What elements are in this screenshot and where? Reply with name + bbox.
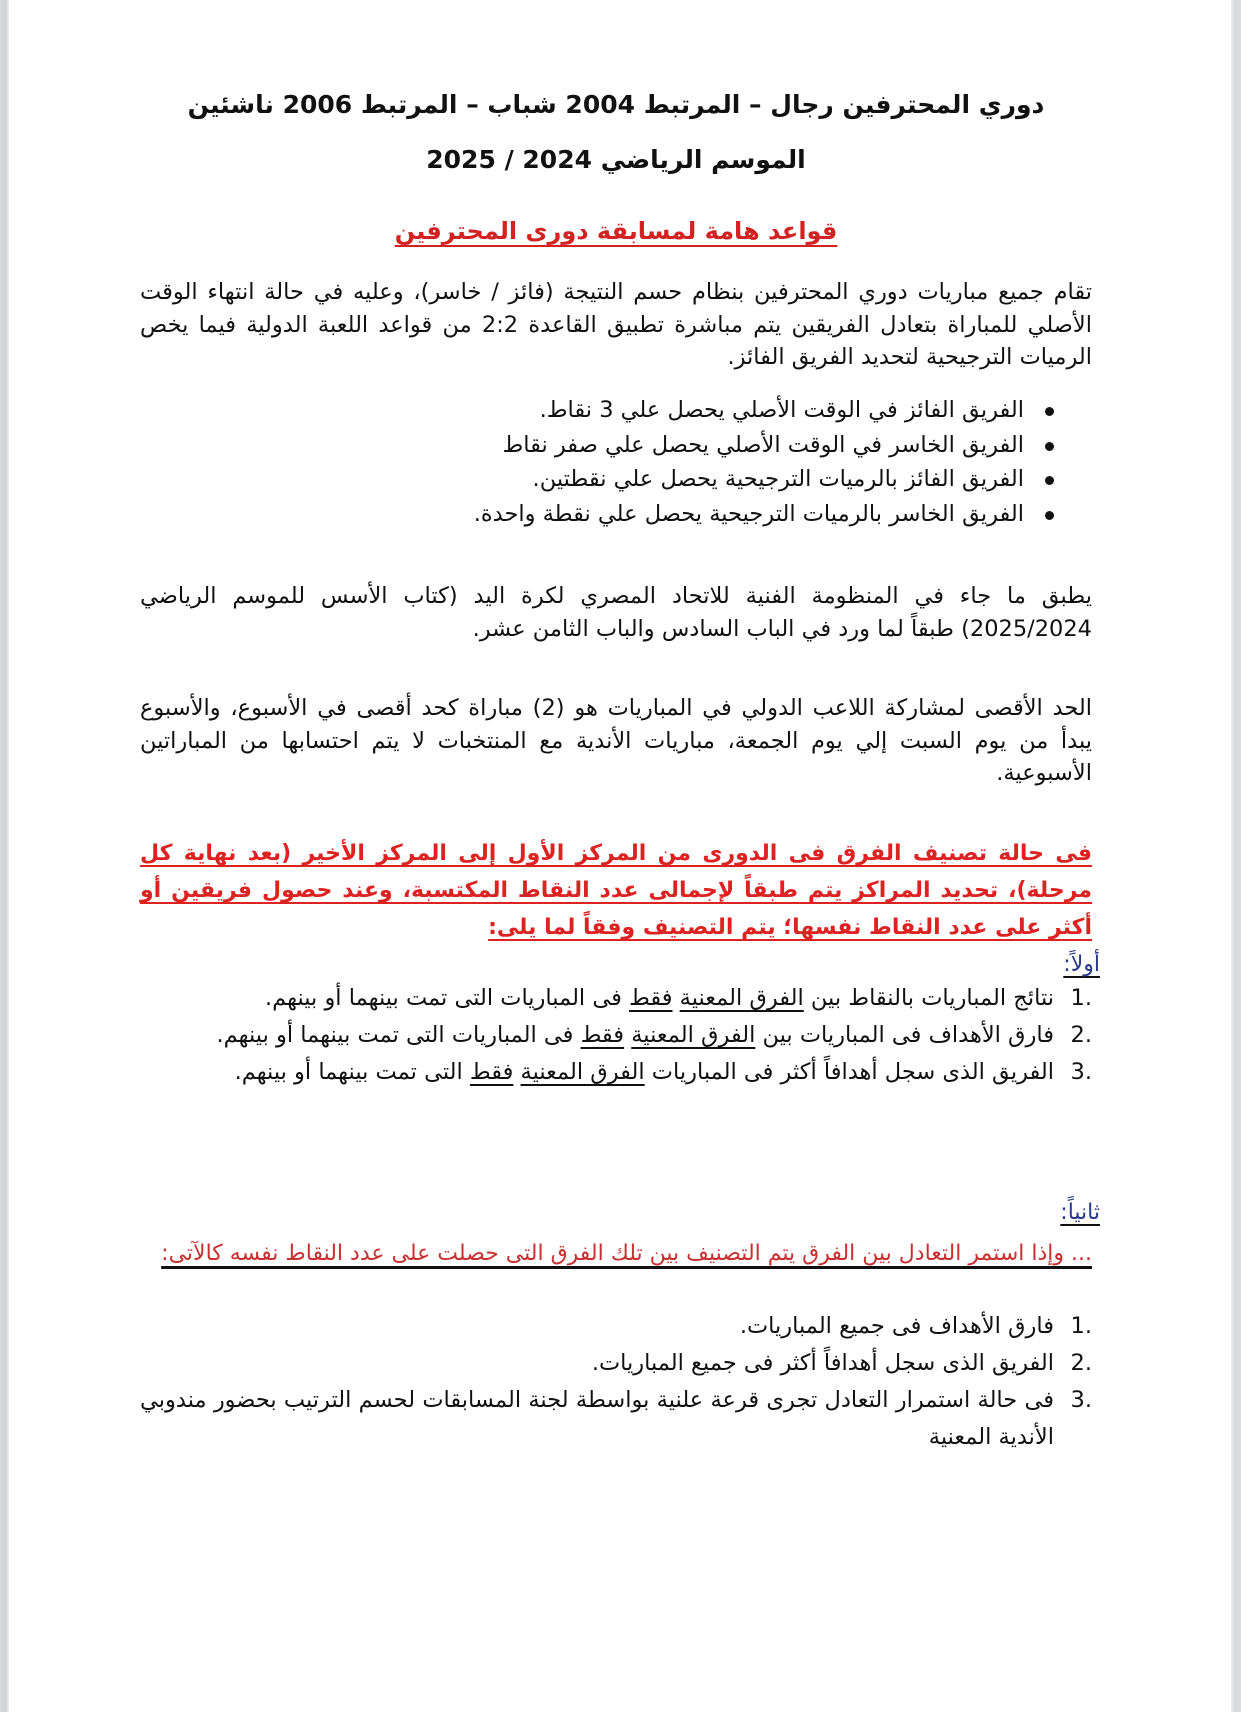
underlined-text: الفرق المعنية — [679, 985, 804, 1011]
first-tiebreak-list — [140, 980, 1092, 1091]
item-number: 2. — [1070, 1350, 1092, 1376]
bullet-item: الفريق الخاسر في الوقت الأصلي يحصل علي صفر نقاط — [140, 428, 1024, 463]
list-item: 3. فى حالة استمرار التعادل تجرى قرعة علنية بواسطة لجنة المسابقات لحسم الترتيب بحضور مندوبي الأندية المعنية — [140, 1382, 1054, 1456]
underlined-text: فقط — [629, 985, 673, 1011]
item-number: 3. — [1070, 1059, 1092, 1085]
rules-heading: قواعد هامة لمسابقة دورى المحترفين — [394, 217, 838, 245]
points-bullet-list — [140, 393, 1092, 531]
second-tiebreak-list — [140, 1308, 1092, 1456]
item-number: 1. — [1070, 1313, 1092, 1339]
item-number: 2. — [1070, 1022, 1092, 1048]
item-number: 3. — [1070, 1387, 1092, 1413]
section-heading-second: ثانياً: — [1060, 1200, 1100, 1225]
scan-edge-left — [0, 0, 9, 1712]
bullet-item: الفريق الفائز في الوقت الأصلي يحصل علي 3 نقاط. — [140, 393, 1024, 428]
second-intro: ... وإذا استمر التعادل بين الفرق يتم التصنيف بين تلك الفرق التى حصلت على عدد النقاط نفسه كالآتى: — [161, 1241, 1092, 1266]
bullet-item: الفريق الخاسر بالرميات الترجيحية يحصل علي نقطة واحدة. — [140, 497, 1024, 532]
document-title-season: الموسم الرياضي 2024 / 2025 — [426, 145, 806, 174]
section-heading-first: أولاً: — [1063, 952, 1100, 977]
list-item: 2. فارق الأهداف فى المباريات بين الفرق المعنية فقط فى المباريات التى تمت بينهما أو بينهم. — [140, 1017, 1054, 1054]
list-item: 2. الفريق الذى سجل أهدافاً أكثر فى جميع المباريات. — [140, 1345, 1054, 1382]
ranking-paragraph: فى حالة تصنيف الفرق فى الدورى من المركز الأول إلى المركز الأخير (بعد نهاية كل مرحلة)، تحديد المراكز يتم طبقاً لإجمالى عدد النقاط المكتسبة، وعند حصول فريقين أو أكثر على عدد النقاط نفسها؛ يتم التصنيف وفقاً لما يلى: — [140, 841, 1092, 940]
document-page — [140, 0, 1100, 1712]
list-item: 1. فارق الأهداف فى جميع المباريات. — [140, 1308, 1054, 1345]
intro-paragraph: تقام جميع مباريات دوري المحترفين بنظام حسم النتيجة (فائز / خاسر)، وعليه في حالة انتهاء الوقت الأصلي للمباراة بتعادل الفريقين يتم مباشرة تطبيق القاعدة 2:2 من قواعد اللعبة الدولية فيما يخص الرميات الترجيحية لتحديد الفريق الفائز. — [140, 279, 1092, 370]
document-title-league: دوري المحترفين رجال – المرتبط 2004 شباب – المرتبط 2006 ناشئين — [187, 90, 1045, 119]
bullet-item: الفريق الفائز بالرميات الترجيحية يحصل علي نقطتين. — [140, 462, 1024, 497]
item-number: 1. — [1070, 985, 1092, 1011]
international-player-paragraph: الحد الأقصى لمشاركة اللاعب الدولي في المباريات هو (2) مباراة كحد أقصى في الأسبوع، والأسبوع يبدأ من يوم السبت إلي يوم الجمعة، مباريات الأندية مع المنتخبات لا يتم احتسابها من المباراتين الأسبوعية. — [140, 695, 1092, 786]
list-item: 1. نتائج المباريات بالنقاط بين الفرق المعنية فقط فى المباريات التى تمت بينهما أو بينهم. — [140, 980, 1054, 1017]
scan-edge-right — [1231, 0, 1241, 1712]
underlined-text: الفرق المعنية — [631, 1022, 756, 1048]
regulation-paragraph: يطبق ما جاء في المنظومة الفنية للاتحاد المصري لكرة اليد (كتاب الأسس للموسم الرياضي 2025/2024) طبقاً لما ورد في الباب السادس والباب الثامن عشر. — [140, 583, 1092, 642]
list-item: 3. الفريق الذى سجل أهدافاً أكثر فى المباريات الفرق المعنية فقط التى تمت بينهما أو بينهم. — [140, 1054, 1054, 1091]
underlined-text: فقط — [580, 1022, 625, 1048]
underlined-text: فقط — [469, 1059, 514, 1085]
underlined-text: الفرق المعنية — [520, 1059, 645, 1085]
